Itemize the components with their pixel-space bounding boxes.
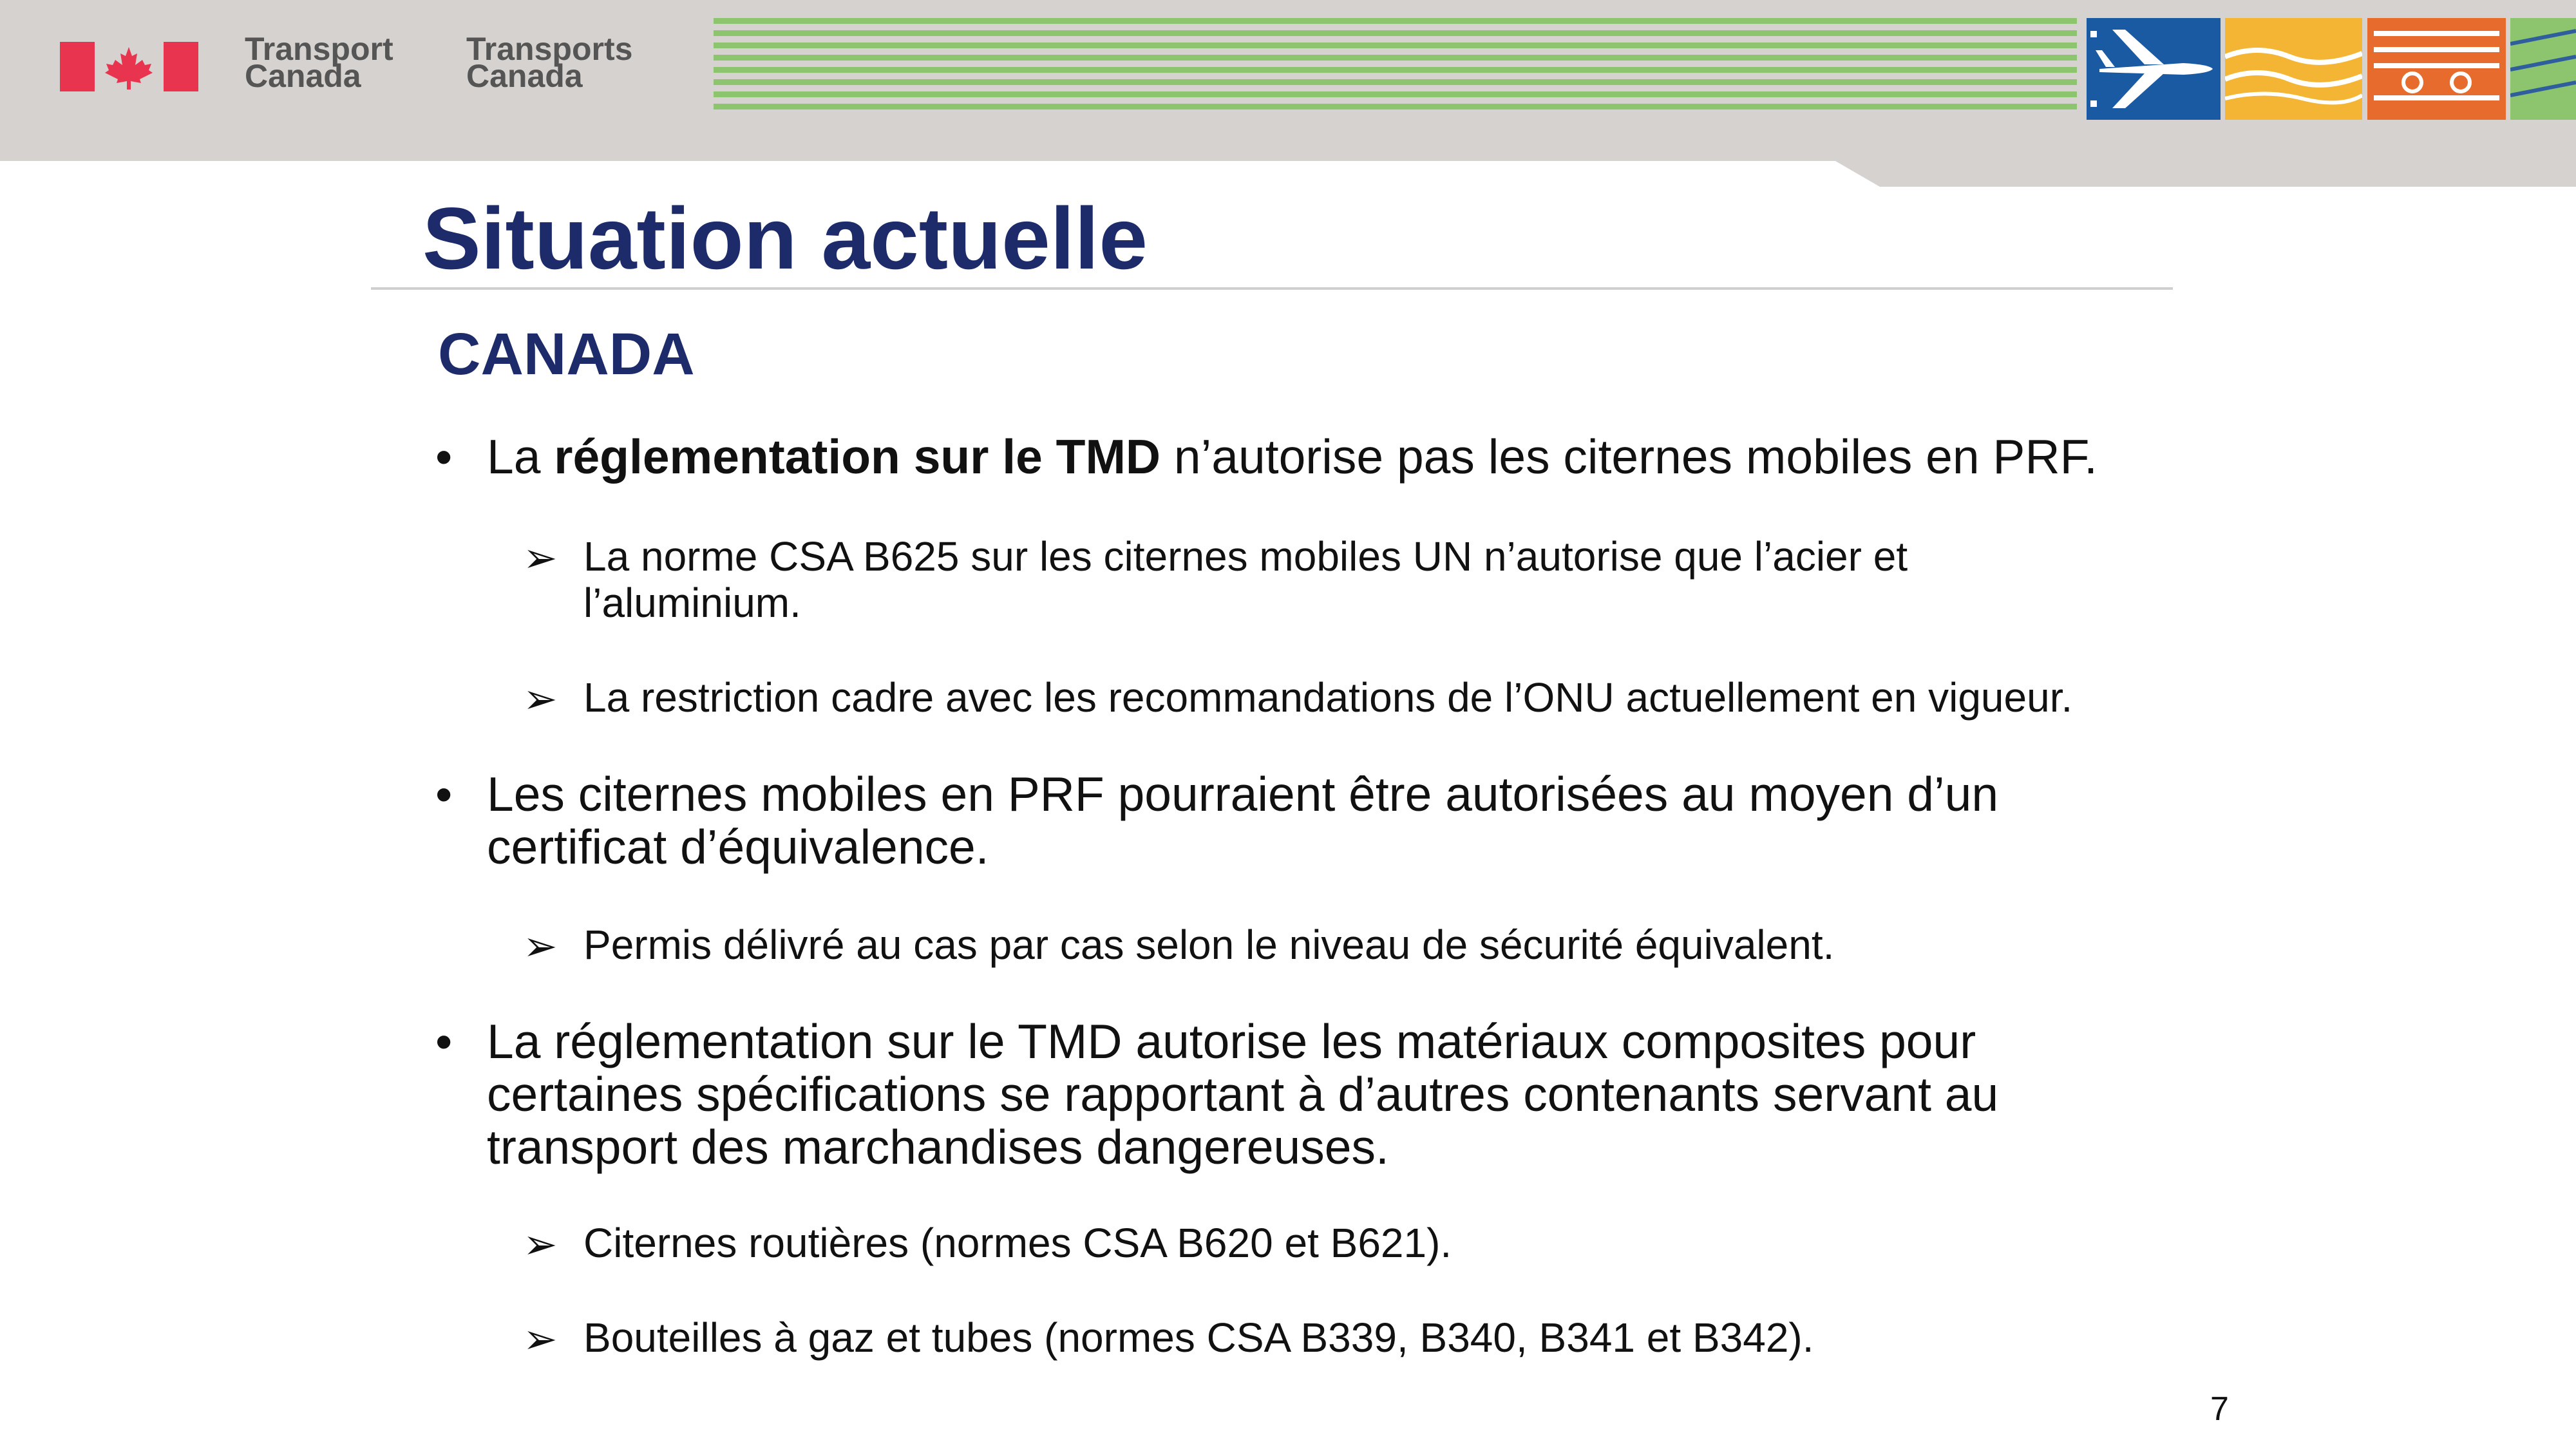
ship-wave-icon <box>2225 18 2362 120</box>
airplane-icon <box>2087 18 2221 120</box>
bullet-marker: • <box>435 1014 453 1068</box>
page-title: Situation actuelle <box>422 189 1148 287</box>
page-number: 7 <box>2210 1390 2229 1428</box>
wordmark-en-line2: Canada <box>245 58 361 94</box>
truck-stripe-icon <box>2510 18 2576 120</box>
section-heading: CANADA <box>438 321 695 387</box>
bullet-marker: • <box>435 767 453 821</box>
header-banner <box>0 0 2576 161</box>
flag-right-bar <box>164 42 198 91</box>
bullet-text: Les citernes mobiles en PRF pourraient être autorisées au moyen d’un certificat d’équivalence. <box>487 767 1999 874</box>
rail-icon <box>2367 18 2506 120</box>
maple-leaf-icon <box>95 42 164 91</box>
wordmark-fr-line2: Canada <box>466 58 583 94</box>
sub-item-text: Permis délivré au cas par cas selon le niveau de sécurité équivalent. <box>583 922 1835 968</box>
canada-flag-icon <box>60 42 198 91</box>
sub-item-text: Bouteilles à gaz et tubes (normes CSA B339, B340, B341 et B342). <box>583 1314 1814 1361</box>
arrow-bullet-icon: ➢ <box>523 535 558 581</box>
sub-item-text: Citernes routières (normes CSA B620 et B621). <box>583 1220 1452 1266</box>
wordmark-en-line1: Transport <box>245 31 393 67</box>
header-tab-shape <box>1835 161 2576 187</box>
bullet-text: La réglementation sur le TMD n’autorise pas les citernes mobiles en PRF. <box>487 430 2098 484</box>
wordmark-french <box>466 31 633 94</box>
arrow-bullet-icon: ➢ <box>523 1316 558 1362</box>
wordmark-english <box>245 31 393 94</box>
green-stripes-decoration <box>714 18 2077 120</box>
sub-item-text: La norme CSA B625 sur les citernes mobiles UN n’autorise que l’acier et l’aluminium. <box>583 533 1908 626</box>
flag-left-bar <box>60 42 95 91</box>
title-divider <box>371 287 2173 290</box>
arrow-bullet-icon: ➢ <box>523 1221 558 1267</box>
bullet-text: La réglementation sur le TMD autorise les matériaux composites pour certaines spécifications se rapportant à d’autres contenants servant au transport des marchandises dangereuses. <box>487 1014 1999 1174</box>
arrow-bullet-icon: ➢ <box>523 676 558 722</box>
sub-item-text: La restriction cadre avec les recommandations de l’ONU actuellement en vigueur. <box>583 674 2073 721</box>
wordmark-fr-line1: Transports <box>466 31 633 67</box>
arrow-bullet-icon: ➢ <box>523 923 558 969</box>
bullet-marker: • <box>435 430 453 484</box>
